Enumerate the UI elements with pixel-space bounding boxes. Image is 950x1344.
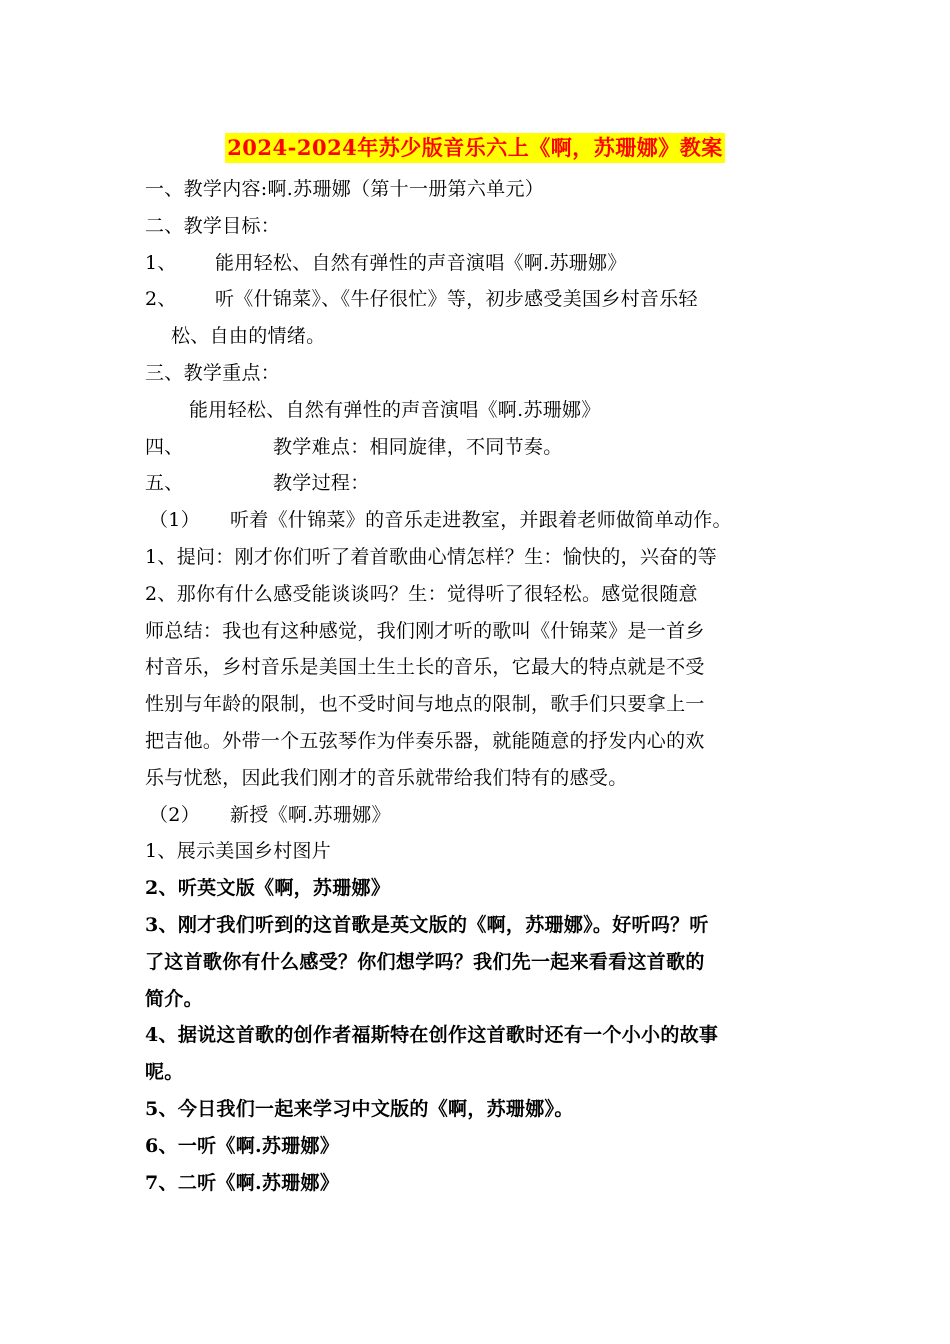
goal-1 [145, 245, 810, 282]
part-2-number: （2） [149, 803, 200, 826]
difficulty-number: 四、 [145, 435, 184, 458]
step-line: 3、刚才我们听到的这首歌是英文版的《啊，苏珊娜》。好听吗？听 [145, 913, 709, 936]
step-line: 简介。 [145, 987, 203, 1010]
part-2-heading [145, 797, 810, 834]
step-line: 7、二听《啊.苏珊娜》 [145, 1171, 340, 1194]
teaching-content-line: 一、教学内容:啊.苏珊娜（第十一册第六单元） [145, 178, 545, 200]
paragraph-line: 师总结：我也有这种感觉，我们刚才听的歌叫《什锦菜》是一首乡 [145, 619, 705, 642]
goal-2-text: 听《什锦菜》、《牛仔很忙》等，初步感受美国乡村音乐轻 [215, 288, 698, 311]
difficulty-text: 教学难点：相同旋律，不同节奏。 [273, 435, 563, 458]
step-line: 了这首歌你有什么感受？你们想学吗？我们先一起来看看这首歌的 [145, 950, 705, 973]
difficulty-line [145, 429, 810, 466]
title-wrap [0, 133, 950, 163]
paragraph-line: 性别与年龄的限制，也不受时间与地点的限制，歌手们只要拿上一 [145, 693, 705, 716]
step-line: 呢。 [145, 1061, 184, 1084]
step-line: 6、一听《啊.苏珊娜》 [145, 1134, 340, 1157]
part-1-heading [145, 502, 810, 539]
paragraph-line: 2、那你有什么感受能谈谈吗？生：觉得听了很轻松。感觉很随意 [145, 582, 698, 605]
step-line: 5、今日我们一起来学习中文版的《啊，苏珊娜》。 [145, 1097, 574, 1120]
step-line: 2、听英文版《啊，苏珊娜》 [145, 877, 391, 900]
part-2-text: 新授《啊.苏珊娜》 [230, 803, 391, 826]
goal-1-text: 能用轻松、自然有弹性的声音演唱《啊.苏珊娜》 [215, 251, 627, 274]
goal-1-number: 1、 [145, 251, 177, 274]
step-line: 4、据说这首歌的创作者福斯特在创作这首歌时还有一个小小的故事 [145, 1024, 719, 1047]
goal-2-number: 2、 [145, 288, 177, 311]
teaching-goals-heading: 二、教学目标： [145, 214, 281, 237]
paragraph-line: 1、提问：刚才你们听了着首歌曲心情怎样？生：愉快的，兴奋的等 [145, 545, 718, 568]
goal-2 [145, 281, 810, 318]
process-text: 教学过程： [273, 472, 370, 495]
document-title: 2024-2024年苏少版音乐六上《啊，苏珊娜》教案 [225, 133, 725, 163]
process-line [145, 465, 810, 502]
paragraph-line: 乐与忧愁，因此我们刚才的音乐就带给我们特有的感受。 [145, 766, 628, 789]
process-number: 五、 [145, 472, 184, 495]
goal-2-continuation: 松、自由的情绪。 [171, 325, 326, 348]
key-points-heading: 三、教学重点： [145, 361, 281, 384]
paragraph-line: 村音乐，乡村音乐是美国土生土长的音乐，它最大的特点就是不受 [145, 656, 705, 679]
part-1-number: （1） [149, 509, 200, 532]
key-points-text: 能用轻松、自然有弹性的声音演唱《啊.苏珊娜》 [189, 398, 601, 421]
document-body [145, 171, 810, 1201]
step-line: 1、展示美国乡村图片 [145, 840, 332, 863]
paragraph-line: 把吉他。外带一个五弦琴作为伴奏乐器，就能随意的抒发内心的欢 [145, 729, 705, 752]
part-1-text: 听着《什锦菜》的音乐走进教室，并跟着老师做简单动作。 [230, 509, 732, 532]
